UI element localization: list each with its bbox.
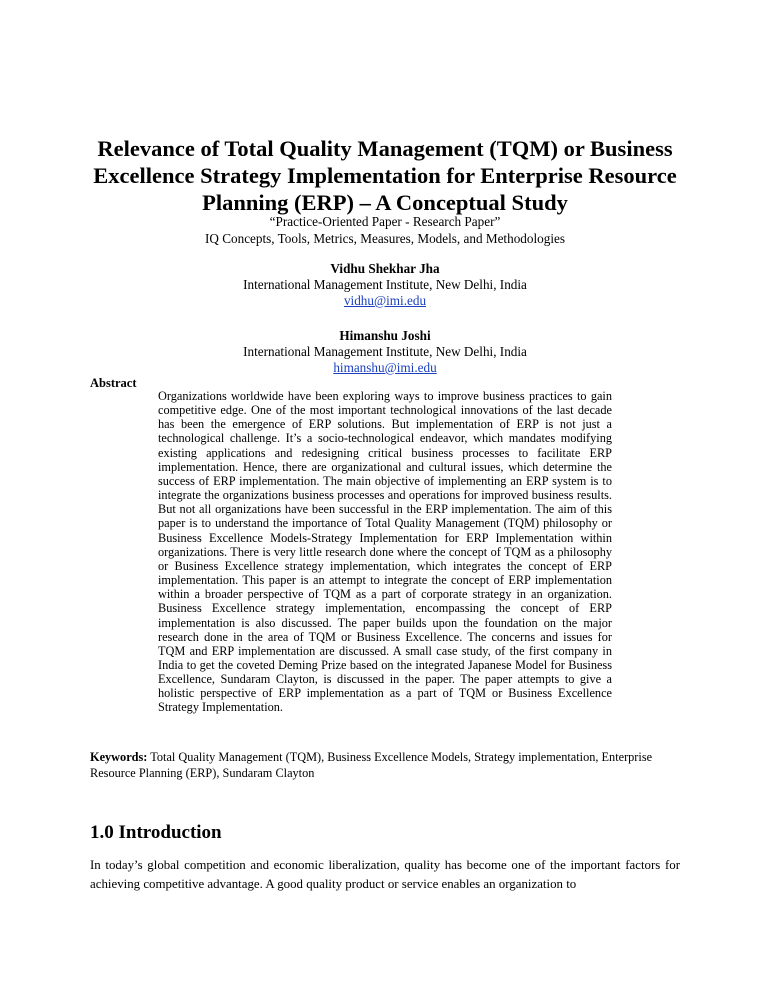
author-1-email-line	[86, 293, 684, 309]
keywords	[90, 750, 680, 781]
author-2-affiliation: International Management Institute, New Delhi, India	[243, 344, 527, 359]
author-1-name: Vidhu Shekhar Jha	[330, 261, 440, 276]
author-2-email-link[interactable]: himanshu@imi.edu	[333, 360, 437, 375]
paper-type: “Practice-Oriented Paper - Research Paper”	[269, 214, 501, 229]
paper-title: Relevance of Total Quality Management (TQM) or Business Excellence Strategy Implementation for Enterprise Resource Planning (ERP) – A Conceptual Study	[93, 136, 677, 215]
abstract-text: Organizations worldwide have been exploring ways to improve business practices to gain competitive edge. One of the most important technological innovations of the last decade has been the emergence of ERP solutions. But implementation of ERP is not just a technological challenge. It’s a socio-technological endeavor, which mandates modifying existing applications and redesigning critical business processes to facilitate ERP implementation. Hence, there are organizational and cultural issues, which determine the success of ERP implementation. The main objective of implementing an ERP system is to integrate the organizations business processes and operations for improved business results. But not all organizations have been successful in the ERP implementation. The aim of this paper is to understand the importance of Total Quality Management (TQM) philosophy or Business Excellence Models-Strategy Implementation for ERP Implementation within organizations. There is very little research done where the concept of TQM as a philosophy or Business Excellence strategy implementation, which integrates the concept of ERP implementation. This paper is an attempt to integrate the concept of ERP implementation within a broader perspective of TQM as a part of corporate strategy in an organization. Business Excellence strategy implementation, encompassing the concept of ERP implementation is also discussed. The paper builds upon the foundation on the major research done in the area of TQM or Business Excellence. The concerns and issues for TQM and ERP implementation are discussed. A small case study, of the first company in India to get the coveted Deming Prize based on the integrated Japanese Model for Business Excellence, Sundaram Clayton, is discussed in the paper. The paper attempts to give a holistic perspective of ERP implementation as a part of TQM or Business Excellence Strategy Implementation.	[158, 389, 612, 715]
author-1-email-link[interactable]: vidhu@imi.edu	[343, 293, 427, 308]
abstract-heading: Abstract	[90, 376, 137, 390]
author-1-affiliation: International Management Institute, New Delhi, India	[243, 277, 527, 292]
paper-track: IQ Concepts, Tools, Metrics, Measures, Models, and Methodologies	[205, 231, 565, 246]
author-2-email-line	[86, 360, 684, 376]
section-heading-introduction: 1.0 Introduction	[90, 822, 222, 843]
keywords-label: Keywords:	[90, 750, 148, 764]
author-2-name: Himanshu Joshi	[339, 328, 431, 343]
keywords-text: Total Quality Management (TQM), Business Excellence Models, Strategy implementation, Enterprise Resource Planning (ERP), Sundaram Clayton	[90, 750, 653, 780]
introduction-text: In today’s global competition and economic liberalization, quality has become one of the important factors for achieving competitive advantage. A good quality product or service enables an organization to	[90, 858, 680, 892]
